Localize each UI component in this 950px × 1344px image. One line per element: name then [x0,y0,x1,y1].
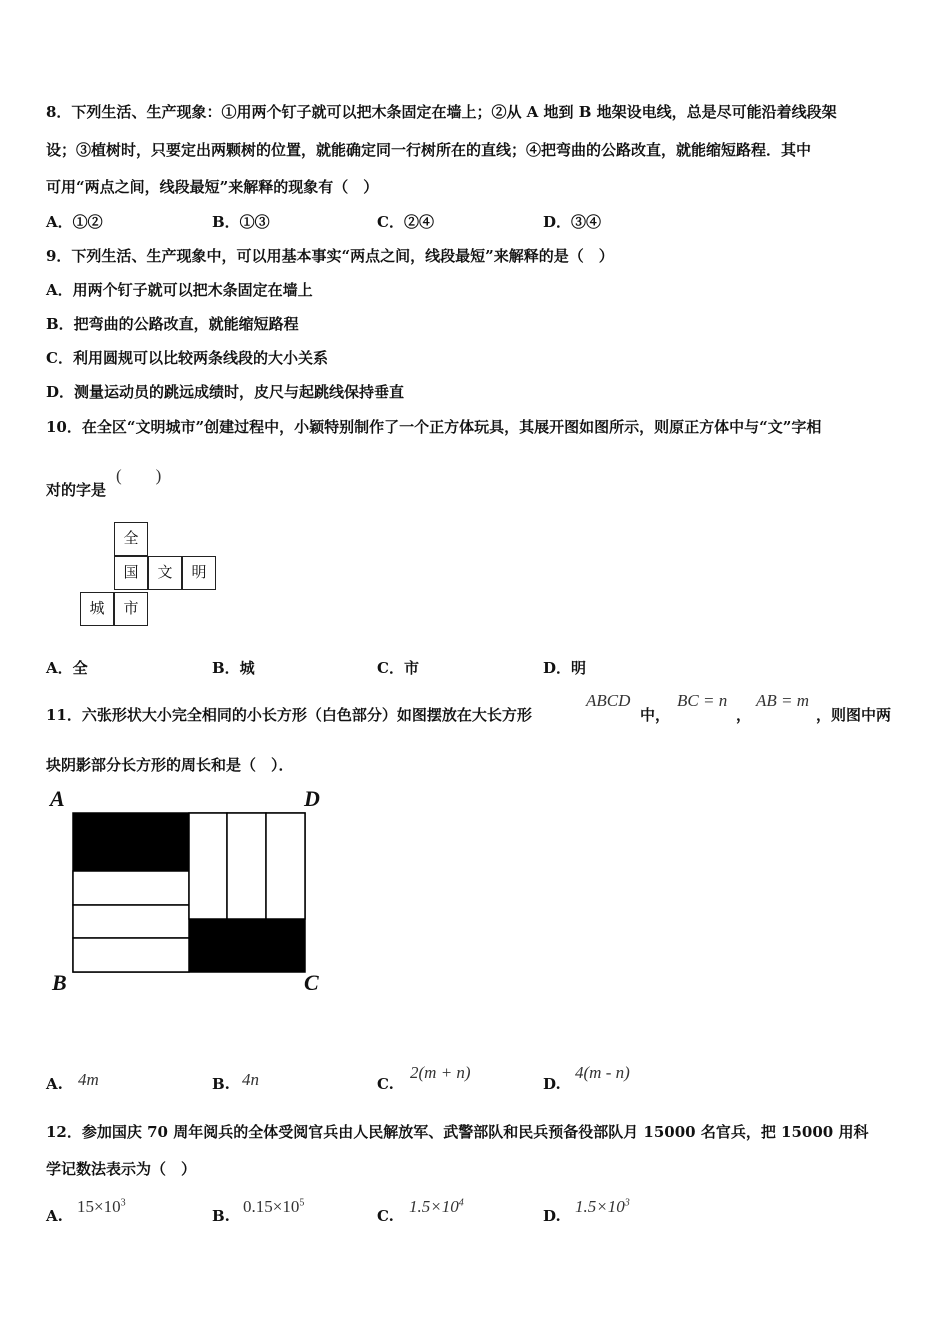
q11-option-d-label[interactable]: D. [543,1075,561,1093]
q9-option-b[interactable]: B．把弯曲的公路改直，就能缩短路程 [46,315,299,333]
q12-option-d-value[interactable] [575,1197,630,1217]
net-cell-guo: 国 [114,556,148,590]
q12-option-a-label[interactable]: A. [46,1207,63,1225]
q11-option-b-label[interactable]: B. [212,1075,230,1093]
q9-option-c[interactable]: C．利用圆规可以比较两条线段的大小关系 [46,349,328,367]
q11-rect-name: ABCD [586,691,631,710]
net-cell-cheng: 城 [80,592,114,626]
q12-option-a-exp: 3 [120,1197,126,1209]
label-a: A [50,786,65,811]
q11-sep: ， [736,706,752,724]
q12-option-b-exp: 5 [299,1197,305,1209]
q11-line2: 块阴影部分长方形的周长和是（ ）． [46,756,294,774]
q11-stem-suffix: ，则图中两 [816,706,892,724]
q12-option-b-label[interactable]: B. [212,1207,230,1225]
q11-mid: 中， [640,706,671,724]
q12-line2: 学记数法表示为（ ） [46,1160,197,1178]
q12-option-c-base: 1.5×10 [409,1197,459,1216]
q8-option-c[interactable]: C．②④ [377,213,434,231]
label-c: C [304,970,319,995]
q11-stem-prefix: 11．六张形状大小完全相同的小长方形（白色部分）如图摆放在大长方形 [46,706,532,724]
q10-option-a[interactable]: A．全 [46,659,88,677]
q12-option-d-label[interactable]: D. [543,1207,561,1225]
q11-option-b-value[interactable]: 4n [242,1070,259,1089]
label-d: D [304,786,320,811]
q12-option-d-base: 1.5×10 [575,1197,625,1216]
q8-option-b[interactable]: B．①③ [212,213,270,231]
q10-option-d[interactable]: D．明 [543,659,587,677]
q12-option-c-label[interactable]: C. [377,1207,394,1225]
q12-option-b-base: 0.15×10 [243,1197,300,1216]
q8-line3: 可用“两点之间，线段最短”来解释的现象有（ ） [46,178,379,196]
net-cell-wen: 文 [148,556,182,590]
q12-option-d-exp: 3 [624,1197,630,1209]
q10-line2: 对的字是 [46,481,107,499]
q10-option-b[interactable]: B．城 [212,659,255,677]
q12-line1: 12．参加国庆 70 周年阅兵的全体受阅官兵由人民解放军、武警部队和民兵预备役部队月 15000 名官兵，把 15000 用科 [46,1123,869,1141]
q12-option-a-base: 15×10 [77,1197,121,1216]
q12-option-b-value[interactable] [243,1197,304,1217]
q11-option-c-value[interactable]: 2(m + n) [410,1063,471,1082]
rectangle-diagram [40,790,370,1010]
q12-option-a-value[interactable] [77,1197,126,1217]
q8-line1: 8．下列生活、生产现象：①用两个钉子就可以把木条固定在墙上；②从 A 地到 B 地架设电线，总是尽可能沿着线段架 [46,103,837,121]
q11-cond-ab: AB = m [756,691,810,710]
net-cell-quan: 全 [114,522,148,556]
q10-line1: 10．在全区“文明城市”创建过程中，小颖特别制作了一个正方体玩具，其展开图如图所示，则原正方体中与“文”字相 [46,418,822,436]
q11-option-d-value[interactable]: 4(m - n) [575,1063,630,1082]
q11-option-c-label[interactable]: C. [377,1075,394,1093]
q11-option-a-label[interactable]: A. [46,1075,63,1093]
q12-option-c-value[interactable] [409,1197,464,1217]
q9-option-a[interactable]: A．用两个钉子就可以把木条固定在墙上 [46,281,313,299]
net-cell-ming: 明 [182,556,216,590]
q10-option-c[interactable]: C．市 [377,659,419,677]
label-b: B [52,970,67,995]
q12-option-c-exp: 4 [458,1197,464,1209]
q9-stem: 9．下列生活、生产现象中，可以用基本事实“两点之间，线段最短”来解释的是（ ） [46,247,614,265]
q11-cond-bc: BC = n [677,691,728,710]
q8-line2: 设；③植树时，只要定出两颗树的位置，就能确定同一行树所在的直线；④把弯曲的公路改直，就能缩短路程．其中 [46,141,812,159]
net-cell-shi: 市 [114,592,148,626]
q8-option-a[interactable]: A．①② [46,213,103,231]
q11-option-a-value[interactable]: 4m [78,1070,99,1089]
q9-option-d[interactable]: D．测量运动员的跳远成绩时，皮尺与起跳线保持垂直 [46,383,405,401]
q8-option-d[interactable]: D．③④ [543,213,602,231]
q10-answer-paren: ( ) [116,466,162,485]
